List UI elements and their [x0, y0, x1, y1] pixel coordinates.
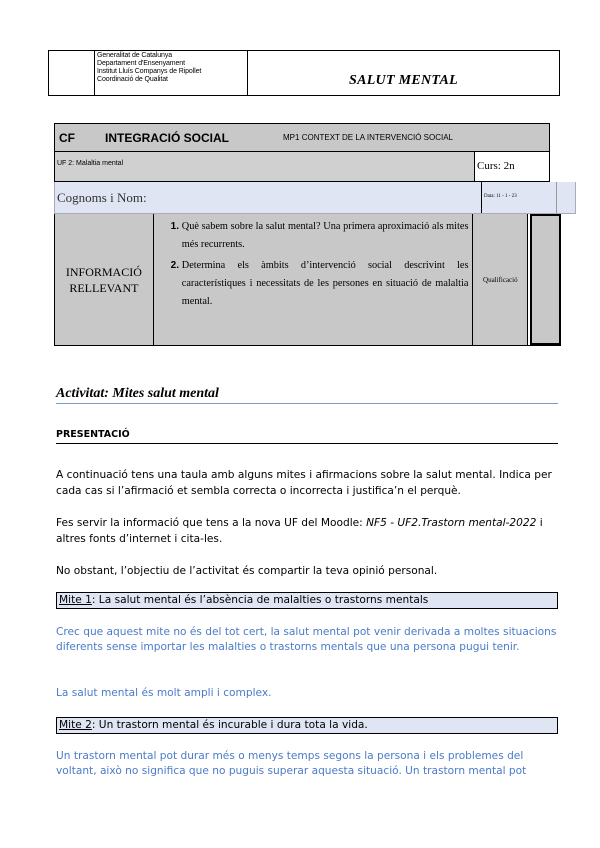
info-row: [54, 214, 561, 346]
answer-paragraph[interactable]: Un trastorn mental pot durar més o menys temps segons la persona i els problemes del voltant, això no significa que no puguis superar aquesta situació. Un trastorn mental pot: [56, 750, 527, 777]
myth-text: : La salut mental és l’absència de malalties o trastorns mentals: [91, 594, 429, 606]
answer-paragraph[interactable]: Crec que aquest mite no és del tot cert, la salut mental pot venir derivada a moltes situacions diferents sense importar les malalties o trastorns mentals que una persona pugui tenir.: [56, 626, 557, 653]
objective-item: 2. Determina els àmbits d’intervenció social descrivint les característiques i necessitats de les persones en situació de malaltia mental.: [182, 257, 469, 311]
course-label: Curs: 2n: [474, 152, 549, 181]
sources-text: i altres fonts d’internet i cita-les.: [56, 517, 543, 545]
uf-row: [54, 152, 550, 182]
grade-box[interactable]: [530, 214, 561, 345]
logo-cell: [49, 51, 95, 95]
date-label: Data: 11 - 1 - 23: [482, 182, 557, 213]
cycle-row: [54, 123, 550, 152]
institution-line: Coordinació de Qualitat: [97, 76, 168, 83]
institution-line: Institut Lluís Companys de Ripollet: [97, 68, 202, 75]
myth-statement: [56, 592, 558, 609]
module-name: MP1 CONTEXT DE LA INTERVENCIÓ SOCIAL: [283, 133, 453, 142]
objectives-list: [154, 214, 474, 345]
info-label-line: INFORMACIÓ: [65, 264, 142, 279]
sources-paragraph: [56, 515, 560, 547]
intro-paragraph: A continuació tens una taula amb alguns mites i afirmacions sobre la salut mental. Indica per cada cas si l’afirmació et sembla correcta o incorrecta i justifica’n el perquè.: [56, 469, 552, 497]
uf-label: UF 2: Malaltia mental: [57, 160, 124, 167]
name-row: [54, 182, 576, 214]
answer-paragraph[interactable]: La salut mental és molt ampli i complex.: [56, 687, 272, 699]
name-field[interactable]: Cognoms i Nom:: [55, 182, 482, 213]
moodle-reference: NF5 - UF2.Trastorn mental-2022: [366, 517, 537, 529]
myth-label: Mite 2: [59, 719, 92, 731]
objective-item: 1. Què sabem sobre la salut mental? Una primera aproximació als mites més recurrents.: [182, 218, 469, 254]
info-label-line: RELLEVANT: [69, 280, 139, 295]
myth-statement: [56, 717, 558, 734]
activity-title: Activitat: Mites salut mental: [56, 386, 558, 404]
cycle-name: INTEGRACIÓ SOCIAL: [105, 130, 230, 145]
sources-text: Fes servir la informació que tens a la nova UF del Moodle:: [56, 517, 367, 529]
info-label: [55, 214, 154, 345]
cf-label: CF: [59, 130, 75, 145]
myth-text: : Un trastorn mental és incurable i dura tota la vida.: [91, 719, 368, 731]
institution-block: [95, 51, 248, 95]
grade-label: Qualificació: [473, 214, 528, 345]
objective-paragraph: No obstant, l’objectiu de l’activitat és compartir la teva opinió personal.: [56, 565, 438, 577]
myth-label: Mite 1: [59, 594, 92, 606]
institution-line: Generalitat de Catalunya: [97, 52, 173, 59]
document-header: [48, 50, 560, 96]
institution-line: Departament d'Ensenyament: [97, 60, 185, 67]
section-heading: PRESENTACIÓ: [56, 429, 558, 444]
document-title: SALUT MENTAL: [348, 73, 458, 88]
